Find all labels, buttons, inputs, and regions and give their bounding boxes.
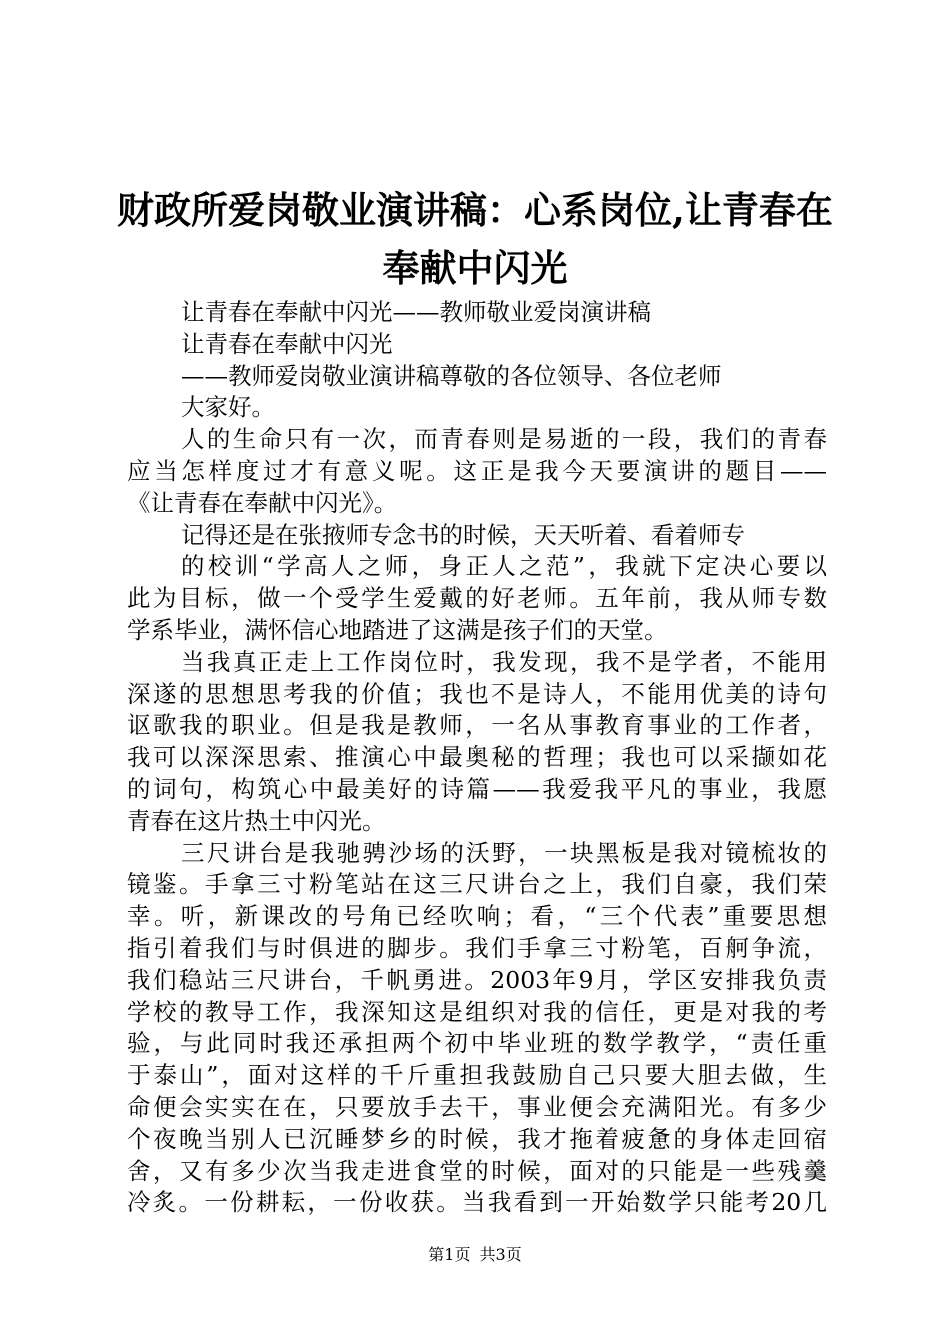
body-line: 学系毕业，满怀信心地踏进了这满是孩子们的天堂。: [127, 615, 668, 644]
body-line: 应当怎样度过才有意义呢。这正是我今天要演讲的题目——: [127, 456, 827, 485]
body-line: 我可以深深思索、推演心中最奥秘的哲理；我也可以采撷如花: [127, 743, 827, 772]
body-line: 记得还是在张掖师专念书的时候，天天听着、看着师专: [181, 520, 745, 549]
body-line: 《让青春在奉献中闪光》。: [127, 488, 398, 517]
body-line: 大家好。: [181, 393, 275, 422]
body-line: 人的生命只有一次，而青春则是易逝的一段，我们的青春: [181, 425, 827, 454]
document-title-line-1: 财政所爱岗敬业演讲稿：心系岗位,让青春在: [117, 188, 833, 232]
body-line: 此为目标，做一个受学生爱戴的好老师。五年前，我从师专数: [127, 584, 827, 613]
body-line: 舍，又有多少次当我走进食堂的时候，面对的只能是一些残羹: [127, 1156, 827, 1185]
page-number: 第1页: [428, 1245, 471, 1264]
body-line: 学校的教导工作，我深知这是组织对我的信任，更是对我的考: [127, 997, 827, 1026]
body-line: 命便会实实在在，只要放手去干，事业便会充满阳光。有多少: [127, 1092, 827, 1121]
body-line: 当我真正走上工作岗位时，我发现，我不是学者，不能用: [181, 647, 827, 676]
body-line: 讴歌我的职业。但是我是教师，一名从事教育事业的工作者，: [127, 711, 827, 740]
body-line: 让青春在奉献中闪光——教师敬业爱岗演讲稿: [181, 298, 651, 326]
body-line: 镜鉴。手拿三寸粉笔站在这三尺讲台之上，我们自豪，我们荣: [127, 870, 827, 899]
body-line: 于泰山”，面对这样的千斤重担我鼓励自己只要大胆去做，生: [127, 1061, 827, 1090]
body-line: 的词句，构筑心中最美好的诗篇——我爱我平凡的事业，我愿: [127, 774, 827, 803]
body-line: 指引着我们与时俱进的脚步。我们手拿三寸粉笔，百舸争流，: [127, 933, 827, 962]
body-line: 青春在这片热土中闪光。: [127, 806, 386, 835]
body-line: 深遂的思想思考我的价值；我也不是诗人，不能用优美的诗句: [127, 679, 827, 708]
body-line: 个夜晚当别人已沉睡梦乡的时候，我才拖着疲惫的身体走回宿: [127, 1124, 827, 1153]
body-line: 三尺讲台是我驰骋沙场的沃野，一块黑板是我对镜梳妆的: [181, 838, 827, 867]
body-line: 我们稳站三尺讲台，千帆勇进。2003年9月，学区安排我负责: [127, 965, 827, 994]
body-line: 的校训“学高人之师，身正人之范”，我就下定决心要以: [181, 552, 827, 581]
page-footer: [0, 1242, 950, 1265]
body-line: 让青春在奉献中闪光: [181, 329, 393, 358]
body-line: 冷炙。一份耕耘，一份收获。当我看到一开始数学只能考20几: [127, 1188, 827, 1217]
body-line: ——教师爱岗敬业演讲稿尊敬的各位领导、各位老师: [181, 361, 722, 390]
document-title-line-2: 奉献中闪光: [382, 246, 568, 290]
body-line: 验，与此同时我还承担两个初中毕业班的数学教学，“责任重: [127, 1029, 827, 1058]
page-total: 共3页: [479, 1245, 522, 1264]
document-body: [127, 297, 827, 1219]
body-line: 幸。听，新课改的号角已经吹响；看，“三个代表”重要思想: [127, 902, 827, 931]
